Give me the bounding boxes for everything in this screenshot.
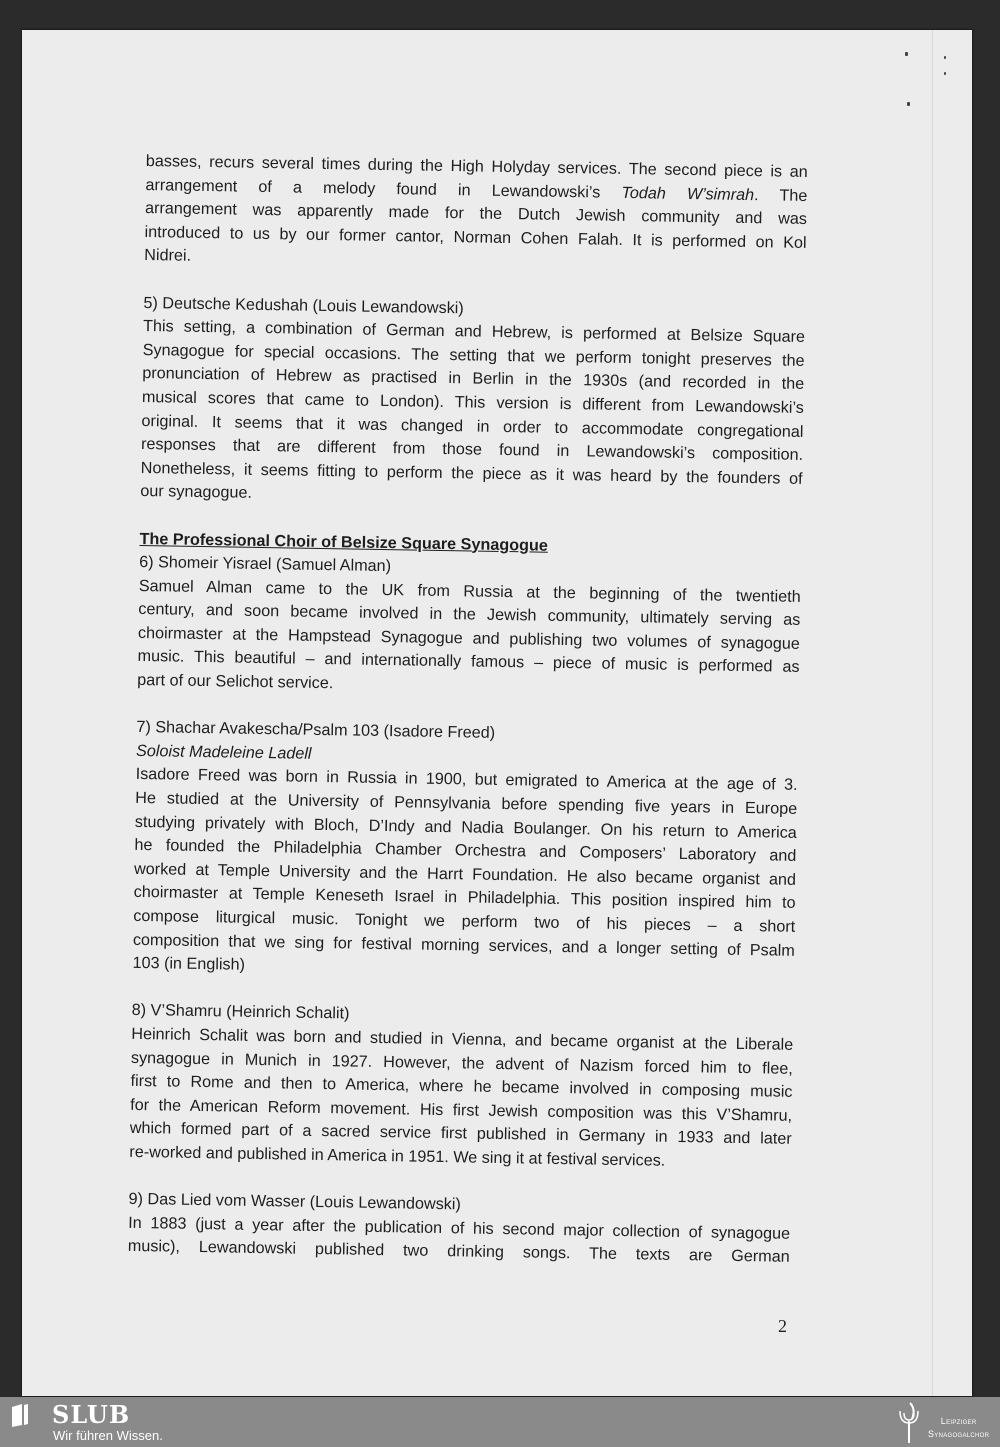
text-segment: arrangement was apparently made for the Dutch Jewish community and was <box>144 199 808 229</box>
text-segment: . The <box>753 185 808 205</box>
partner-line-1: Leipziger <box>940 1416 977 1426</box>
text-segment: 9) Das Lied vom Wasser (Louis Lewandowski) <box>128 1189 461 1214</box>
text-segment: Nidrei. <box>144 246 192 266</box>
text-segment: music. This beautiful – and internationally famous – piece of music is performed as <box>137 647 800 677</box>
text-segment: 6) Shomeir Yisrael (Samuel Alman) <box>139 553 392 576</box>
slub-logo-text: SLUB <box>52 1400 131 1429</box>
text-segment: original. It seems that it was changed in order to accommodate congregational <box>141 411 804 441</box>
text-segment: 103 (in English) <box>132 954 246 974</box>
text-segment: composition that we sing for festival morning services, and a longer setting of Psalm <box>132 930 795 960</box>
text-segment: 7) Shachar Avakescha/Psalm 103 (Isadore Freed) <box>136 718 496 743</box>
text-segment: The Professional Choir of Belsize Square Synagogue <box>139 529 549 555</box>
text-segment: part of our Selichot service. <box>137 670 334 693</box>
slub-tagline: Wir führen Wissen. <box>53 1428 163 1443</box>
text-segment: Samuel Alman came to the UK from Russia at the beginning of the twentieth <box>138 576 801 606</box>
scan-speck <box>907 102 910 106</box>
text-segment: Nonetheless, it seems fitting to perform the piece as it was heard by the founders of <box>140 458 803 488</box>
text-segment: music), Lewandowski published two drinking songs. The texts are German <box>127 1237 790 1267</box>
text-segment: he founded the Philadelphia Chamber Orchestra and Composers’ Laboratory and <box>134 836 797 866</box>
text-segment: for the American Reform movement. His first Jewish composition was this V’Shamru, <box>130 1095 793 1125</box>
document-body <box>128 150 808 1270</box>
footer-bar <box>0 1397 1000 1447</box>
scan-speck <box>944 72 946 75</box>
text-segment: Synagogue for special occasions. The setting that we perform tonight preserves the <box>142 340 805 370</box>
italic-text: Todah W’simrah <box>621 183 755 204</box>
text-segment: In 1883 (just a year after the publication of his second major collection of synagogue <box>128 1213 791 1243</box>
text-segment: responses that are different from those found in Lewandowski’s composition. <box>140 435 804 465</box>
text-segment: Heinrich Schalit was born and studied in Vienna, and became organist at the Liberale <box>131 1024 794 1054</box>
text-segment: first to Rome and then to America, where he became involved in composing music <box>130 1072 793 1102</box>
italic-text: Soloist Madeleine Ladell <box>135 741 312 763</box>
text-segment: synagogue in Munich in 1927. However, the advent of Nazism forced him to flee, <box>130 1048 794 1078</box>
text-segment: re-worked and published in America in 1951. We sing it at festival services. <box>129 1142 666 1170</box>
partner-line-2: Synagogalchor <box>928 1429 990 1439</box>
text-segment: worked at Temple University and the Harrt Foundation. He also became organist and <box>133 859 797 889</box>
text-segment: which formed part of a sacred service first published in Germany in 1933 and later <box>129 1119 792 1149</box>
text-segment: This setting, a combination of German and Hebrew, is performed at Belsize Square <box>142 317 806 347</box>
page-fold-line <box>932 30 933 1396</box>
text-segment: 5) Deutsche Kedushah (Louis Lewandowski) <box>143 293 464 317</box>
text-segment: choirmaster at the Hampstead Synagogue and publishing two volumes of synagogue <box>137 623 801 653</box>
text-segment: pronunciation of Hebrew as practised in Berlin in the 1930s (and recorded in the <box>142 364 805 394</box>
text-segment: introduced to us by our former cantor, Norman Cohen Falah. It is performed on Kol <box>144 222 807 252</box>
page-number: 2 <box>778 1316 787 1336</box>
text-segment: arrangement of a melody found in Lewandowski’s <box>145 175 622 202</box>
text-segment: our synagogue. <box>140 482 253 503</box>
menorah-icon <box>896 1401 922 1445</box>
text-segment: studying privately with Bloch, D’Indy and Nadia Boulanger. On his return to America <box>134 812 797 842</box>
text-segment: musical scores that came to London). This version is different from Lewandowski’s <box>141 387 804 417</box>
partner-logo-text <box>928 1415 989 1441</box>
text-segment: century, and soon became involved in the Jewish community, ultimately serving as <box>138 600 801 630</box>
text-segment: Isadore Freed was born in Russia in 1900, but emigrated to America at the age of 3. <box>135 765 798 795</box>
text-segment: He studied at the University of Pennsylvania before spending five years in Europe <box>135 788 798 818</box>
text-segment: 8) V’Shamru (Heinrich Schalit) <box>131 1001 350 1023</box>
scan-speck <box>944 56 946 59</box>
text-segment: choirmaster at Temple Keneseth Israel in Philadelphia. This position inspired him to <box>133 883 796 913</box>
slub-book-icon <box>10 1403 38 1427</box>
text-segment: basses, recurs several times during the High Holyday services. The second piece is an <box>145 151 808 181</box>
scan-speck <box>905 52 908 56</box>
text-segment: compose liturgical music. Tonight we perform two of his pieces – a short <box>133 906 796 936</box>
